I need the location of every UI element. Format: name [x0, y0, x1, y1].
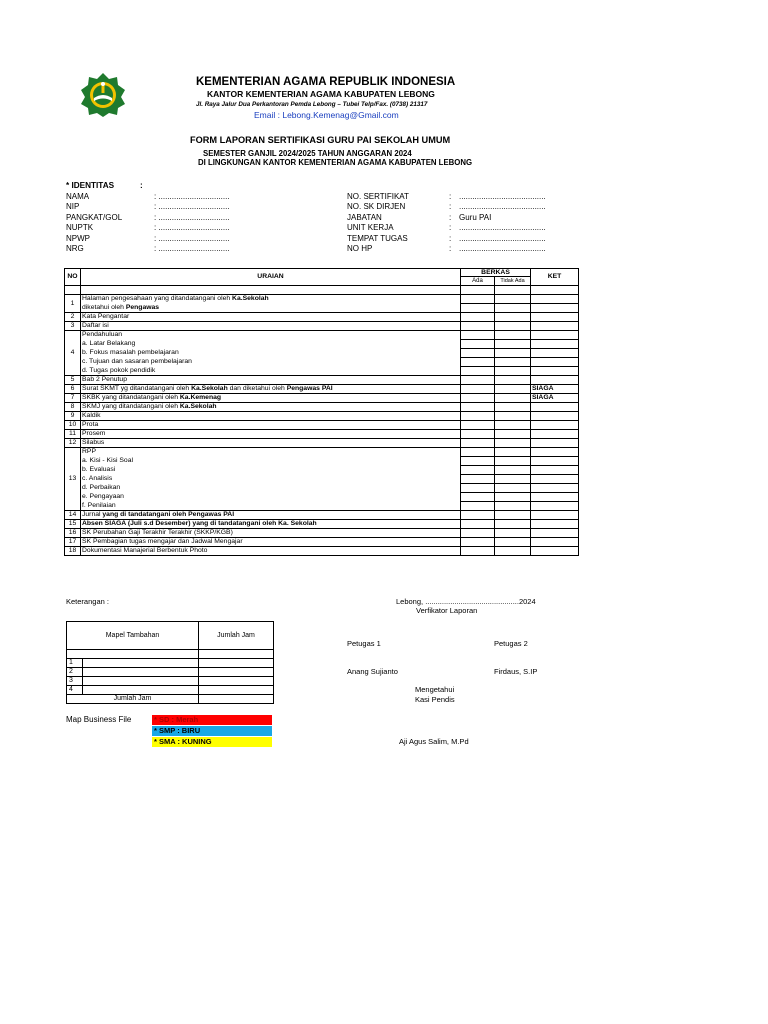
col-berkas-header: BERKAS	[461, 269, 531, 277]
field-npwp-label: NPWP	[66, 234, 90, 243]
check-ada-cell[interactable]	[461, 403, 495, 412]
field-npwp-value[interactable]: : ................................	[154, 234, 230, 243]
check-tidak-ada-cell[interactable]	[495, 394, 531, 403]
uraian-text: SKBK yang ditandatangani oleh	[82, 394, 180, 401]
table-row	[65, 466, 579, 475]
check-ada-cell[interactable]	[461, 511, 495, 520]
uraian-text: b. Fokus masalah pembelajaran	[82, 349, 179, 356]
mapel-row[interactable]	[67, 668, 274, 677]
row-uraian	[81, 385, 461, 394]
row-uraian	[81, 493, 461, 502]
row-ket	[531, 457, 579, 466]
row-uraian	[81, 466, 461, 475]
checklist-body	[65, 295, 579, 556]
uraian-text: d. Tugas pokok pendidik	[82, 366, 156, 374]
petugas2-label: Petugas 2	[494, 639, 528, 648]
table-row	[65, 376, 579, 385]
field-nrg-label: NRG	[66, 244, 84, 253]
uraian-text: RPP	[82, 448, 96, 456]
check-ada-cell[interactable]	[461, 421, 495, 430]
check-tidak-ada-cell[interactable]	[495, 295, 531, 304]
uraian-text: Bab 2 Penutup	[82, 376, 127, 383]
row-ket	[531, 448, 579, 457]
table-row	[65, 484, 579, 493]
keterangan-label: Keterangan :	[66, 597, 109, 606]
check-tidak-ada-cell[interactable]	[495, 358, 531, 367]
table-row	[65, 394, 579, 403]
uraian-text: Ka.Sekolah	[191, 385, 228, 392]
uraian-text: c. Analisis	[82, 475, 113, 482]
row-ket	[531, 529, 579, 538]
col-ket-header: KET	[531, 269, 579, 286]
row-uraian	[81, 358, 461, 367]
mapel-row-no: 2	[67, 668, 83, 677]
row-ket	[531, 475, 579, 484]
office-address: Jl. Raya Jalur Dua Perkantoran Pemda Lebong – Tubei Telp/Fax. (0738) 21317	[196, 101, 428, 108]
check-tidak-ada-cell[interactable]	[495, 475, 531, 484]
check-tidak-ada-cell[interactable]	[495, 457, 531, 466]
uraian-text: Kata Pengantar	[82, 313, 130, 320]
check-tidak-ada-cell[interactable]	[495, 313, 531, 322]
form-semester: SEMESTER GANJIL 2024/2025 TAHUN ANGGARAN 2024	[203, 149, 412, 158]
uraian-text: a. Latar Belakang	[82, 340, 136, 347]
check-tidak-ada-cell[interactable]	[495, 520, 531, 529]
check-ada-cell[interactable]	[461, 385, 495, 394]
row-number: 6	[65, 385, 81, 394]
row-ket	[531, 403, 579, 412]
office-email[interactable]: Email : Lebong.Kemenag@Gmail.com	[254, 110, 399, 120]
row-number: 15	[65, 520, 81, 529]
check-ada-cell[interactable]	[461, 520, 495, 529]
row-uraian	[81, 421, 461, 430]
uraian-text: Surat SKMT yg ditandatangani oleh	[82, 385, 192, 392]
table-row	[65, 349, 579, 358]
table-row	[65, 493, 579, 502]
uraian-text: Jurnal	[82, 511, 103, 518]
table-row	[65, 358, 579, 367]
uraian-text: SKMJ yang ditandatangani oleh	[82, 403, 180, 410]
row-uraian	[81, 457, 461, 466]
check-ada-cell[interactable]	[461, 313, 495, 322]
row-uraian	[81, 448, 461, 457]
table-row	[65, 412, 579, 421]
col-uraian-header: URAIAN	[81, 269, 461, 286]
col-tidak-ada-header: Tidak Ada	[495, 277, 531, 286]
uraian-text: SK Pembagian tugas mengajar dan Jadwal Mengajar	[82, 538, 243, 545]
field-nip-value[interactable]: : ................................	[154, 202, 230, 211]
uraian-text: Pengawas	[125, 303, 160, 311]
check-ada-cell[interactable]	[461, 484, 495, 493]
row-ket	[531, 538, 579, 547]
check-tidak-ada-cell[interactable]	[495, 331, 531, 340]
row-uraian	[81, 304, 461, 313]
field-tempattugas-label: TEMPAT TUGAS	[347, 234, 408, 243]
row-uraian	[81, 295, 461, 304]
check-tidak-ada-cell[interactable]	[495, 304, 531, 313]
form-environment: DI LINGKUNGAN KANTOR KEMENTERIAN AGAMA KABUPATEN LEBONG	[198, 158, 473, 167]
row-ket	[531, 502, 579, 511]
check-tidak-ada-cell[interactable]	[495, 340, 531, 349]
form-title: FORM LAPORAN SERTIFIKASI GURU PAI SEKOLAH UMUM	[190, 135, 451, 145]
check-ada-cell[interactable]	[461, 394, 495, 403]
row-uraian	[81, 538, 461, 547]
table-row	[65, 457, 579, 466]
table-row	[65, 547, 579, 556]
field-nama-value[interactable]: : ................................	[154, 192, 230, 201]
row-ket	[531, 331, 579, 340]
table-row	[65, 340, 579, 349]
table-row	[65, 538, 579, 547]
check-ada-cell[interactable]	[461, 448, 495, 457]
field-nohp-sep: :	[449, 244, 452, 253]
check-tidak-ada-cell[interactable]	[495, 322, 531, 331]
row-ket	[531, 484, 579, 493]
check-tidak-ada-cell[interactable]	[495, 349, 531, 358]
row-number: 2	[65, 313, 81, 322]
field-pangkat-value[interactable]: : ................................	[154, 213, 230, 222]
uraian-text: c. Tujuan dan sasaran pembelajaran	[82, 358, 192, 365]
row-number: 10	[65, 421, 81, 430]
check-ada-cell[interactable]	[461, 538, 495, 547]
mapel-row-no: 3	[67, 677, 83, 686]
table-row	[65, 295, 579, 304]
uraian-text: Prota	[82, 421, 99, 428]
row-uraian	[81, 502, 461, 511]
check-tidak-ada-cell[interactable]	[495, 385, 531, 394]
check-ada-cell[interactable]	[461, 439, 495, 448]
berkas-checklist-table	[64, 268, 579, 556]
table-row	[65, 529, 579, 538]
check-ada-cell[interactable]	[461, 466, 495, 475]
ministry-title: KEMENTERIAN AGAMA REPUBLIK INDONESIA	[196, 76, 456, 88]
table-row	[65, 520, 579, 529]
row-number: 7	[65, 394, 81, 403]
check-tidak-ada-cell[interactable]	[495, 511, 531, 520]
uraian-text: e. Pengayaan	[82, 493, 124, 500]
legend-sma: * SMA : KUNING	[152, 737, 272, 747]
row-ket	[531, 295, 579, 304]
mengetahui-label: Mengetahui	[415, 685, 455, 694]
row-ket	[531, 511, 579, 520]
map-business-label: Map Business File	[66, 715, 132, 724]
field-skdirjen-value[interactable]: .......................................	[459, 202, 546, 211]
check-ada-cell[interactable]	[461, 322, 495, 331]
table-row	[65, 385, 579, 394]
row-uraian	[81, 484, 461, 493]
row-uraian	[81, 367, 461, 376]
row-uraian	[81, 403, 461, 412]
row-number: 14	[65, 511, 81, 520]
row-number: 5	[65, 376, 81, 385]
uraian-text: Pendahuluan	[82, 331, 123, 339]
field-tempattugas-value[interactable]: .......................................	[459, 234, 546, 243]
field-jabatan-value[interactable]: Guru PAI	[459, 213, 492, 222]
row-ket	[531, 340, 579, 349]
check-ada-cell[interactable]	[461, 340, 495, 349]
uraian-text: SK Perubahan Gaji Terakhir Terakhir (SKKP/KGB)	[82, 529, 233, 536]
field-nohp-value[interactable]: .......................................	[459, 244, 546, 253]
check-ada-cell[interactable]	[461, 358, 495, 367]
mapel-row-no: 4	[67, 686, 83, 695]
uraian-text: Daftar isi	[82, 322, 109, 329]
check-ada-cell[interactable]	[461, 349, 495, 358]
row-ket	[531, 466, 579, 475]
field-skdirjen-sep: :	[449, 202, 452, 211]
verifikator-label: Verfikator Laporan	[416, 606, 478, 615]
row-number: 17	[65, 538, 81, 547]
check-tidak-ada-cell[interactable]	[495, 448, 531, 457]
check-ada-cell[interactable]	[461, 412, 495, 421]
petugas1-name: Anang Sujianto	[347, 667, 398, 676]
uraian-text: f. Penilaian	[82, 501, 116, 509]
row-uraian	[81, 547, 461, 556]
row-ket	[531, 376, 579, 385]
check-tidak-ada-cell[interactable]	[495, 538, 531, 547]
table-row	[65, 331, 579, 340]
uraian-text: Silabus	[82, 439, 105, 446]
field-sertifikat-value[interactable]: .......................................	[459, 192, 546, 201]
check-tidak-ada-cell[interactable]	[495, 529, 531, 538]
row-ket	[531, 430, 579, 439]
mapel-tambahan-table	[66, 621, 274, 704]
row-uraian	[81, 439, 461, 448]
check-ada-cell[interactable]	[461, 493, 495, 502]
field-skdirjen-label: NO. SK DIRJEN	[347, 202, 406, 211]
check-tidak-ada-cell[interactable]	[495, 439, 531, 448]
row-number: 3	[65, 322, 81, 331]
check-tidak-ada-cell[interactable]	[495, 466, 531, 475]
row-uraian	[81, 430, 461, 439]
col-no-header: NO	[65, 269, 81, 286]
table-row	[65, 475, 579, 484]
row-uraian	[81, 520, 461, 529]
check-tidak-ada-cell[interactable]	[495, 412, 531, 421]
uraian-text: Prosem	[82, 430, 106, 437]
uraian-text: d. Perbaikan	[82, 484, 121, 491]
legend-smp: * SMP : BIRU	[152, 726, 272, 736]
field-sertifikat-label: NO. SERTIFIKAT	[347, 192, 409, 201]
row-number: 18	[65, 547, 81, 556]
table-row	[65, 448, 579, 457]
row-uraian	[81, 412, 461, 421]
table-row	[65, 403, 579, 412]
row-uraian	[81, 376, 461, 385]
place-date: Lebong, .............................................2024	[396, 597, 536, 606]
uraian-text: dan diketahui oleh	[227, 385, 287, 392]
check-ada-cell[interactable]	[461, 430, 495, 439]
table-row	[65, 421, 579, 430]
row-number: 4	[65, 331, 81, 376]
check-ada-cell[interactable]	[461, 295, 495, 304]
row-number: 9	[65, 412, 81, 421]
row-ket	[531, 412, 579, 421]
row-ket	[531, 421, 579, 430]
row-number: 8	[65, 403, 81, 412]
field-unitkerja-sep: :	[449, 223, 452, 232]
check-tidak-ada-cell[interactable]	[495, 367, 531, 376]
uraian-text: Absen SIAGA (Juli s.d Desember) yang di tandatangani oleh Ka. Sekolah	[82, 520, 317, 527]
row-ket	[531, 493, 579, 502]
check-ada-cell[interactable]	[461, 367, 495, 376]
row-uraian	[81, 349, 461, 358]
field-nuptk-value[interactable]: : ................................	[154, 223, 230, 232]
check-tidak-ada-cell[interactable]	[495, 430, 531, 439]
row-uraian	[81, 475, 461, 484]
check-ada-cell[interactable]	[461, 502, 495, 511]
table-row	[65, 430, 579, 439]
mapel-row[interactable]	[67, 659, 274, 668]
row-ket	[531, 322, 579, 331]
field-pangkat-label: PANGKAT/GOL	[66, 213, 123, 222]
uraian-text: Pengawas PAI	[286, 385, 333, 392]
row-uraian	[81, 331, 461, 340]
row-ket: SIAGA	[531, 394, 579, 403]
petugas1-label: Petugas 1	[347, 639, 381, 648]
check-ada-cell[interactable]	[461, 547, 495, 556]
uraian-text: diketahui oleh	[82, 303, 126, 311]
uraian-text: Ka.Kemenag	[179, 394, 222, 401]
row-uraian	[81, 394, 461, 403]
field-tempattugas-sep: :	[449, 234, 452, 243]
field-unitkerja-label: UNIT KERJA	[347, 223, 394, 232]
kasi-name: Aji Agus Salim, M.Pd	[399, 737, 469, 746]
row-ket	[531, 439, 579, 448]
table-row	[65, 313, 579, 322]
field-nip-label: NIP	[66, 202, 80, 211]
mapel-row[interactable]	[67, 686, 274, 695]
uraian-text: Dokumentasi Manajerial Berbentuk Photo	[82, 547, 208, 554]
check-tidak-ada-cell[interactable]	[495, 493, 531, 502]
check-tidak-ada-cell[interactable]	[495, 403, 531, 412]
mapel-row-no: 1	[67, 659, 83, 668]
row-ket	[531, 367, 579, 376]
uraian-text: yang di tandatangani oleh Pengawas PAI	[102, 511, 235, 518]
mapel-header: Mapel Tambahan	[67, 622, 199, 650]
row-number: 12	[65, 439, 81, 448]
check-ada-cell[interactable]	[461, 475, 495, 484]
row-ket	[531, 520, 579, 529]
field-unitkerja-value[interactable]: .......................................	[459, 223, 546, 232]
row-uraian	[81, 511, 461, 520]
identity-colon: :	[140, 181, 143, 190]
field-nohp-label: NO HP	[347, 244, 373, 253]
check-tidak-ada-cell[interactable]	[495, 502, 531, 511]
petugas2-name: Firdaus, S.IP	[494, 667, 538, 676]
row-ket: SIAGA	[531, 385, 579, 394]
table-row	[65, 304, 579, 313]
field-nrg-value[interactable]: : ................................	[154, 244, 230, 253]
uraian-text: Halaman pengesahaan yang ditandatangani oleh	[82, 295, 233, 303]
row-number: 11	[65, 430, 81, 439]
check-ada-cell[interactable]	[461, 304, 495, 313]
row-ket	[531, 313, 579, 322]
col-ada-header: Ada	[461, 277, 495, 286]
uraian-text: Kaldik	[82, 412, 101, 419]
identity-heading: * IDENTITAS	[66, 181, 115, 190]
kasi-label: Kasi Pendis	[415, 695, 455, 704]
legend-sd: * SD : Merah	[152, 715, 272, 725]
check-tidak-ada-cell[interactable]	[495, 547, 531, 556]
row-number: 16	[65, 529, 81, 538]
field-jabatan-label: JABATAN	[347, 213, 382, 222]
check-ada-cell[interactable]	[461, 529, 495, 538]
field-nuptk-label: NUPTK	[66, 223, 94, 232]
table-row	[65, 322, 579, 331]
table-row	[65, 367, 579, 376]
jam-header: Jumlah Jam	[199, 622, 274, 650]
row-ket	[531, 547, 579, 556]
row-uraian	[81, 529, 461, 538]
table-row	[65, 511, 579, 520]
uraian-text: Ka.Sekolah	[232, 295, 269, 303]
mapel-row[interactable]	[67, 677, 274, 686]
check-ada-cell[interactable]	[461, 376, 495, 385]
kemenag-emblem-icon	[80, 72, 126, 118]
row-number: 13	[65, 448, 81, 511]
table-row	[65, 502, 579, 511]
mapel-total-label: Jumlah Jam	[67, 695, 199, 704]
row-uraian	[81, 340, 461, 349]
field-jabatan-sep: :	[449, 213, 452, 222]
check-ada-cell[interactable]	[461, 457, 495, 466]
row-ket	[531, 358, 579, 367]
row-number: 1	[65, 295, 81, 313]
office-title: KANTOR KEMENTERIAN AGAMA KABUPATEN LEBONG	[207, 89, 435, 99]
row-ket	[531, 349, 579, 358]
check-ada-cell[interactable]	[461, 331, 495, 340]
table-row	[65, 439, 579, 448]
row-ket	[531, 304, 579, 313]
field-sertifikat-sep: :	[449, 192, 452, 201]
field-nama-label: NAMA	[66, 192, 90, 201]
check-tidak-ada-cell[interactable]	[495, 421, 531, 430]
check-tidak-ada-cell[interactable]	[495, 484, 531, 493]
check-tidak-ada-cell[interactable]	[495, 376, 531, 385]
row-uraian	[81, 322, 461, 331]
uraian-text: b. Evaluasi	[82, 466, 116, 473]
uraian-text: a. Kisi - Kisi Soal	[82, 457, 133, 464]
row-uraian	[81, 313, 461, 322]
uraian-text: Ka.Sekolah	[179, 403, 217, 410]
